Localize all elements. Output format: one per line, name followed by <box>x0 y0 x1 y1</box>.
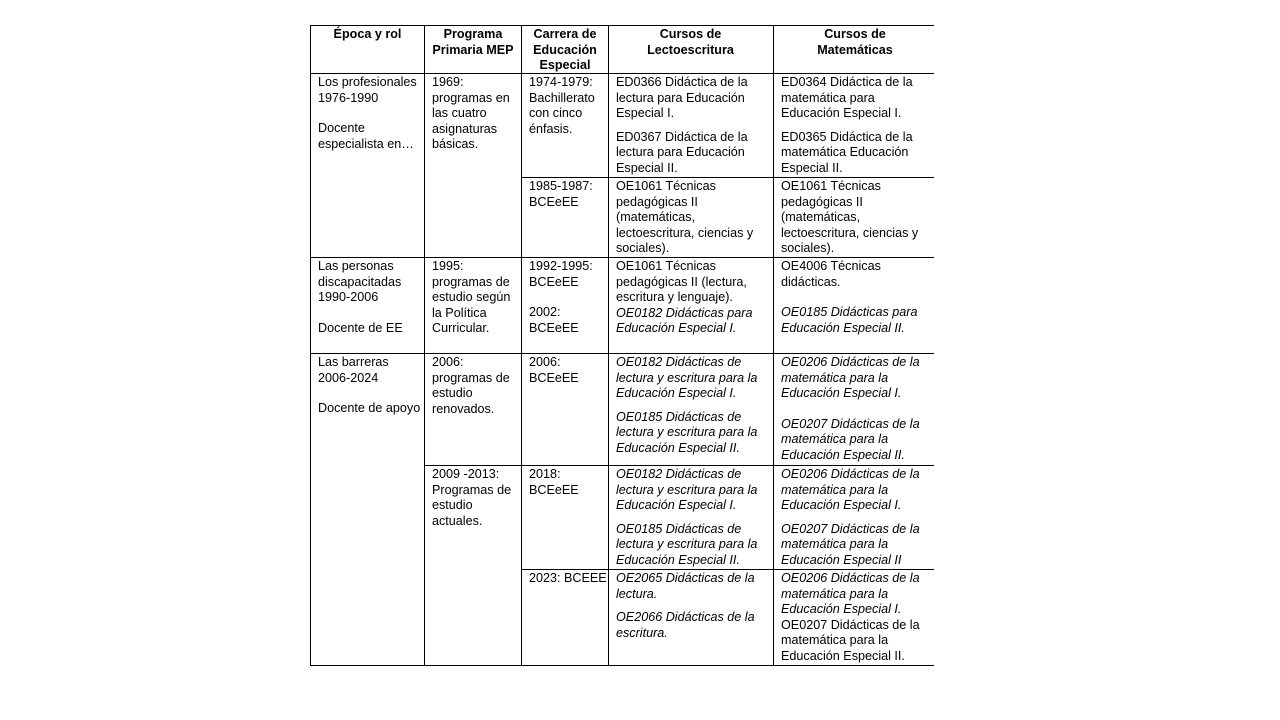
rule-p3-b <box>521 569 934 570</box>
curriculum-table <box>310 25 934 665</box>
p3b-lecto <box>616 467 772 569</box>
p3a-career: 2006: BCEeEE <box>529 355 579 385</box>
p1-epoca <box>318 75 422 152</box>
p2-mate-2: OE0185 Didácticas para Educación Especial II. <box>781 305 918 335</box>
p2-program: 1995: programas de estudio según la Política Curricular. <box>432 259 511 336</box>
header-programa-mep: Programa Primaria MEP <box>432 27 514 57</box>
p2-lecto-1: OE1061 Técnicas pedagógicas II (lectura, escritura y lenguaje). <box>616 259 747 305</box>
rule-left <box>310 25 311 665</box>
p3a-lecto <box>616 355 772 457</box>
rule-top <box>310 25 934 26</box>
p2-lecto <box>616 259 772 337</box>
p3-label: Las barreras 2006-2024 <box>318 355 389 385</box>
p2-career <box>529 259 607 336</box>
p1b-career: 1985-1987: BCEeEE <box>529 179 593 209</box>
p3b-mate <box>781 467 934 569</box>
p3c-career: 2023: BCEEE <box>529 571 607 585</box>
p3b-mate-1: OE0206 Didácticas de la matemática para la Educación Especial I. <box>781 467 920 513</box>
rule-p3-a <box>424 465 934 466</box>
p2-career-1: 1992-1995: BCEeEE <box>529 259 593 289</box>
p1a-lecto <box>616 75 772 177</box>
p1-program: 1969: programas en las cuatro asignaturas básicas. <box>432 75 510 152</box>
p3c-lecto-2: OE2066 Didácticas de la escritura. <box>616 610 755 640</box>
p2-label: Las personas discapacitadas 1990-2006 <box>318 259 402 305</box>
p2-epoca <box>318 259 422 336</box>
p3c-mate <box>781 571 934 665</box>
p1-label: Los profesionales 1976-1990 <box>318 75 417 105</box>
p3a-lecto-1: OE0182 Didácticas de lectura y escritura para la Educación Especial I. <box>616 355 758 401</box>
rule-header-bottom <box>310 73 934 74</box>
p1a-mate-2: ED0365 Didáctica de la matemática Educación Especial II. <box>781 129 913 175</box>
p3a-lecto-2: OE0185 Didácticas de lectura y escritura para la Educación Especial II. <box>616 409 758 455</box>
header-lectoescritura: Cursos de Lectoescritura <box>647 27 734 57</box>
p1a-lecto-2: ED0367 Didáctica de la lectura para Educación Especial II. <box>616 129 748 175</box>
rule-col4 <box>608 25 609 665</box>
p3c-lecto-1: OE2065 Didácticas de la lectura. <box>616 571 755 601</box>
p3-role: Docente de apoyo <box>318 401 421 416</box>
p1a-mate <box>781 75 934 177</box>
p3b-lecto-2: OE0185 Didácticas de lectura y escritura para la Educación Especial II. <box>616 521 758 567</box>
p2-mate-1: OE4006 Técnicas didácticas. <box>781 259 881 289</box>
p3b-mate-2: OE0207 Didácticas de la matemática para la Educación Especial II <box>781 521 920 567</box>
header-matematicas: Cursos de Matemáticas <box>817 27 893 57</box>
p3c-mate-1: OE0206 Didácticas de la matemática para la Educación Especial I. <box>781 571 920 617</box>
p3a-mate-2: OE0207 Didácticas de la matemática para la Educación Especial II. <box>781 416 920 462</box>
p1a-mate-1: ED0364 Didáctica de la matemática para Educación Especial I. <box>781 75 913 121</box>
p2-lecto-2: OE0182 Didácticas para Educación Especial I. <box>616 305 753 336</box>
header-carrera: Carrera de Educación Especial <box>533 27 597 73</box>
p1a-lecto-1: ED0366 Didáctica de la lectura para Educación Especial I. <box>616 75 748 121</box>
p1b-lecto: OE1061 Técnicas pedagógicas II (matemáticas, lectoescritura, ciencias y sociales). <box>616 179 754 256</box>
p3b-career: 2018: BCEeEE <box>529 467 579 497</box>
p1b-mate: OE1061 Técnicas pedagógicas II (matemáticas, lectoescritura, ciencias y sociales). <box>781 179 919 256</box>
p3c-mate-2: OE0207 Didácticas de la matemática para la Educación Especial II. <box>781 617 920 663</box>
rule-p1-sub <box>521 177 934 178</box>
p3a-mate <box>781 355 934 464</box>
p2-career-2: 2002: BCEeEE <box>529 305 579 335</box>
p1-role: Docente especialista en… <box>318 121 414 151</box>
p3b-program: 2009 -2013: Programas de estudio actuales. <box>432 467 512 528</box>
rule-col3 <box>521 25 522 665</box>
rule-col5 <box>773 25 774 665</box>
p1a-career: 1974-1979: Bachillerato con cinco énfasis. <box>529 75 595 136</box>
p2-role: Docente de EE <box>318 320 403 335</box>
header-epoca-rol: Época y rol <box>333 27 402 41</box>
rule-bottom <box>310 665 934 666</box>
rule-col2 <box>424 25 425 665</box>
rule-p1-bottom <box>310 257 934 258</box>
p3b-lecto-1: OE0182 Didácticas de lectura y escritura para la Educación Especial I. <box>616 467 758 513</box>
rule-p2-bottom <box>310 353 934 354</box>
p3c-lecto <box>616 571 772 641</box>
p2-mate <box>781 259 934 336</box>
p3a-program: 2006: programas de estudio renovados. <box>432 355 510 416</box>
p3a-mate-1: OE0206 Didácticas de la matemática para la Educación Especial I. <box>781 355 920 401</box>
p3-epoca <box>318 355 422 417</box>
